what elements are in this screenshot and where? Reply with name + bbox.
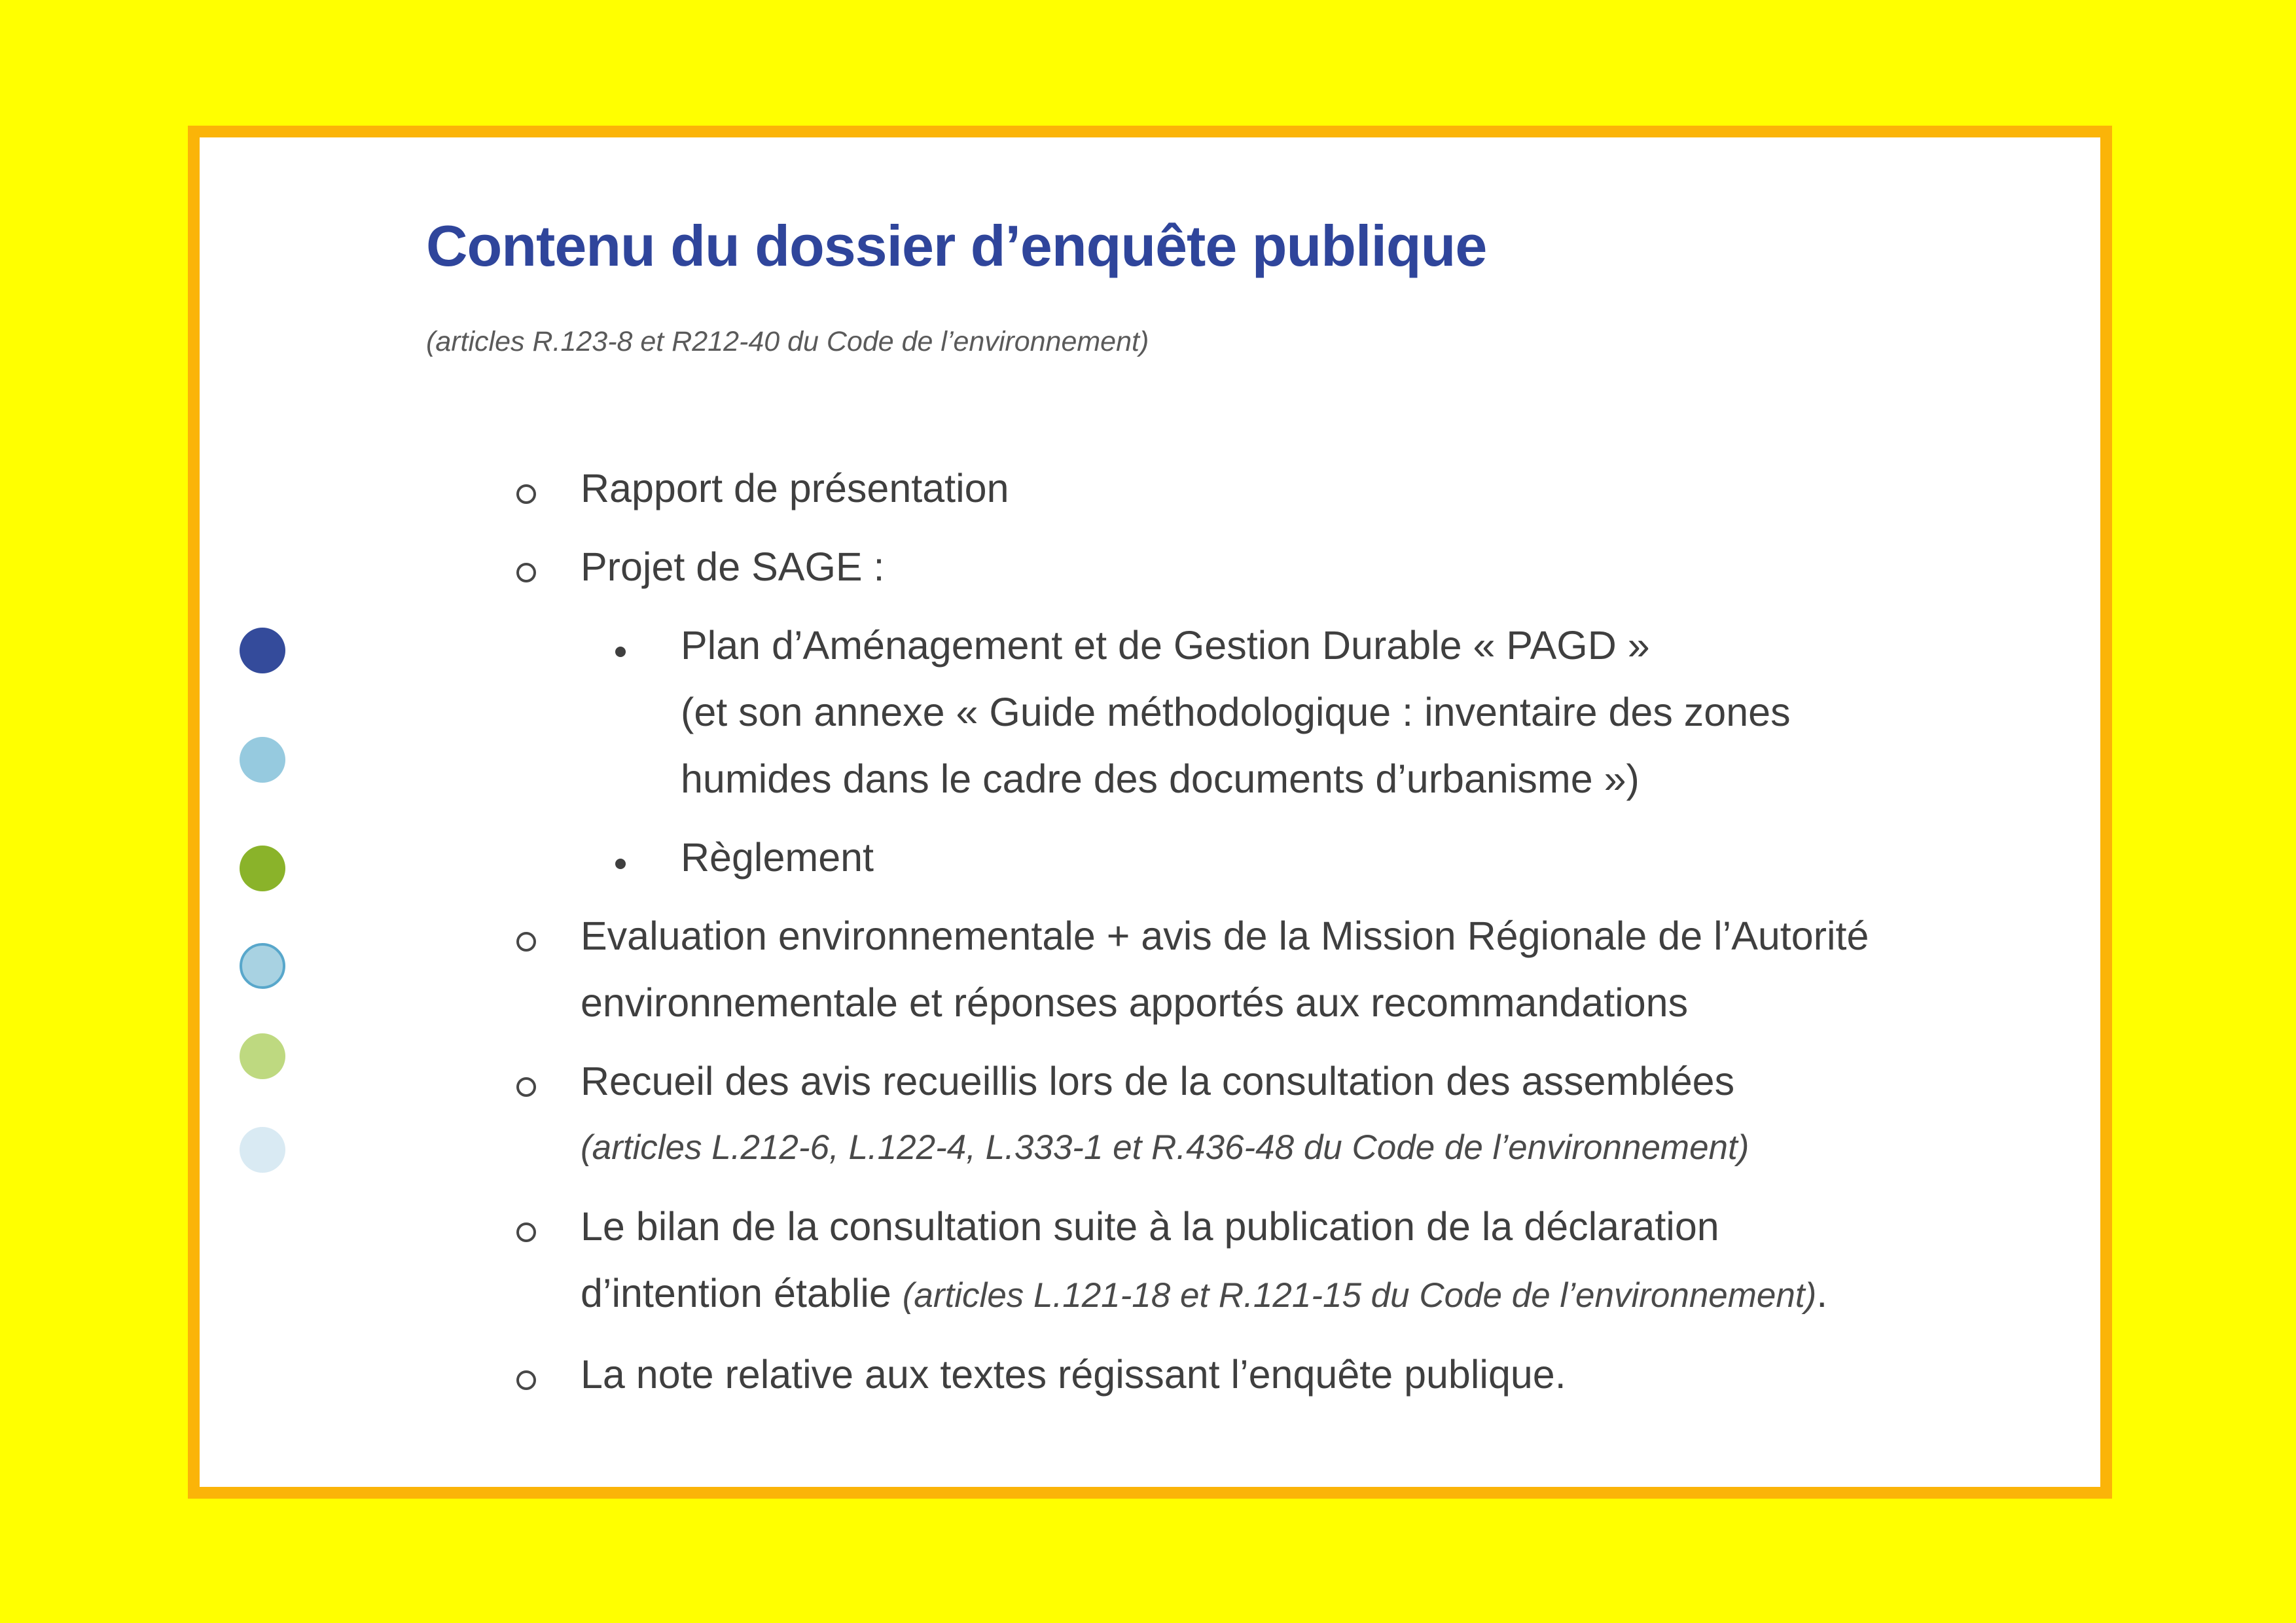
circle-bullet-icon xyxy=(516,1077,536,1097)
dot-olive-green-icon xyxy=(240,846,285,891)
dot-dark-blue-icon xyxy=(240,628,285,673)
list-item-text xyxy=(581,533,2120,600)
list-item-line: Evaluation environnementale + avis de la Mission Régionale de l’Autorité xyxy=(581,914,1869,958)
list-item-line: environnementale et réponses apportés aux recommandations xyxy=(581,980,1689,1025)
slide-subtitle: (articles R.123-8 et R212-40 du Code de l’environnement) xyxy=(426,326,1149,357)
circle-bullet-icon xyxy=(516,1370,536,1390)
list-item-citation: (articles L.121-18 et R.121-15 du Code de l’environnement) xyxy=(902,1276,1817,1315)
list-item-line: La note relative aux textes régissant l’enquête publique. xyxy=(581,1352,1566,1397)
list-item-text xyxy=(581,1193,2120,1329)
list-item-line-part: d’intention établie xyxy=(581,1271,903,1315)
list-item-text xyxy=(581,455,2120,522)
list-subitem xyxy=(516,612,2120,812)
list-item-line: Plan d’Aménagement et de Gestion Durable « PAGD » xyxy=(681,623,1650,668)
list-item xyxy=(516,1193,2120,1329)
bullet-list xyxy=(516,455,2120,1408)
list-item-line: (et son annexe « Guide méthodologique : inventaire des zones xyxy=(681,690,1791,734)
slide-title: Contenu du dossier d’enquête publique xyxy=(426,213,1487,278)
list-item-line-part: . xyxy=(1816,1271,1828,1315)
list-item-text xyxy=(581,1048,2120,1181)
list-item-text xyxy=(581,1341,2120,1408)
list-item-line xyxy=(581,1260,2120,1329)
list-item-line: Rapport de présentation xyxy=(581,466,1009,510)
list-item-line: humides dans le cadre des documents d’urbanisme ») xyxy=(681,757,1640,801)
dot-bullet-icon xyxy=(615,647,626,657)
list-item xyxy=(516,1048,2120,1181)
list-item xyxy=(516,533,2120,600)
circle-bullet-icon xyxy=(516,484,536,504)
list-item-line: Le bilan de la consultation suite à la publication de la déclaration xyxy=(581,1204,1719,1249)
dot-light-green-icon xyxy=(240,1033,285,1079)
list-item-text xyxy=(581,902,2120,1036)
list-item-line: Règlement xyxy=(681,835,874,880)
dot-light-blue-icon xyxy=(240,737,285,783)
list-subitem xyxy=(516,824,2120,891)
list-item-text xyxy=(681,824,2120,891)
circle-bullet-icon xyxy=(516,932,536,952)
list-item xyxy=(516,902,2120,1036)
dot-pale-blue-icon xyxy=(240,1127,285,1173)
list-item-citation: (articles L.212-6, L.122-4, L.333-1 et R.436-48 du Code de l’environnement) xyxy=(581,1128,1749,1167)
list-item-text xyxy=(681,612,2120,812)
circle-bullet-icon xyxy=(516,1222,536,1242)
list-item-line: Recueil des avis recueillis lors de la consultation des assemblées xyxy=(581,1059,1735,1103)
list-item-line: Projet de SAGE : xyxy=(581,544,885,589)
circle-bullet-icon xyxy=(516,563,536,582)
slide xyxy=(188,126,2112,1499)
list-item xyxy=(516,455,2120,522)
list-item xyxy=(516,1341,2120,1408)
dot-bullet-icon xyxy=(615,859,626,869)
dot-outlined-blue-icon xyxy=(240,943,285,989)
